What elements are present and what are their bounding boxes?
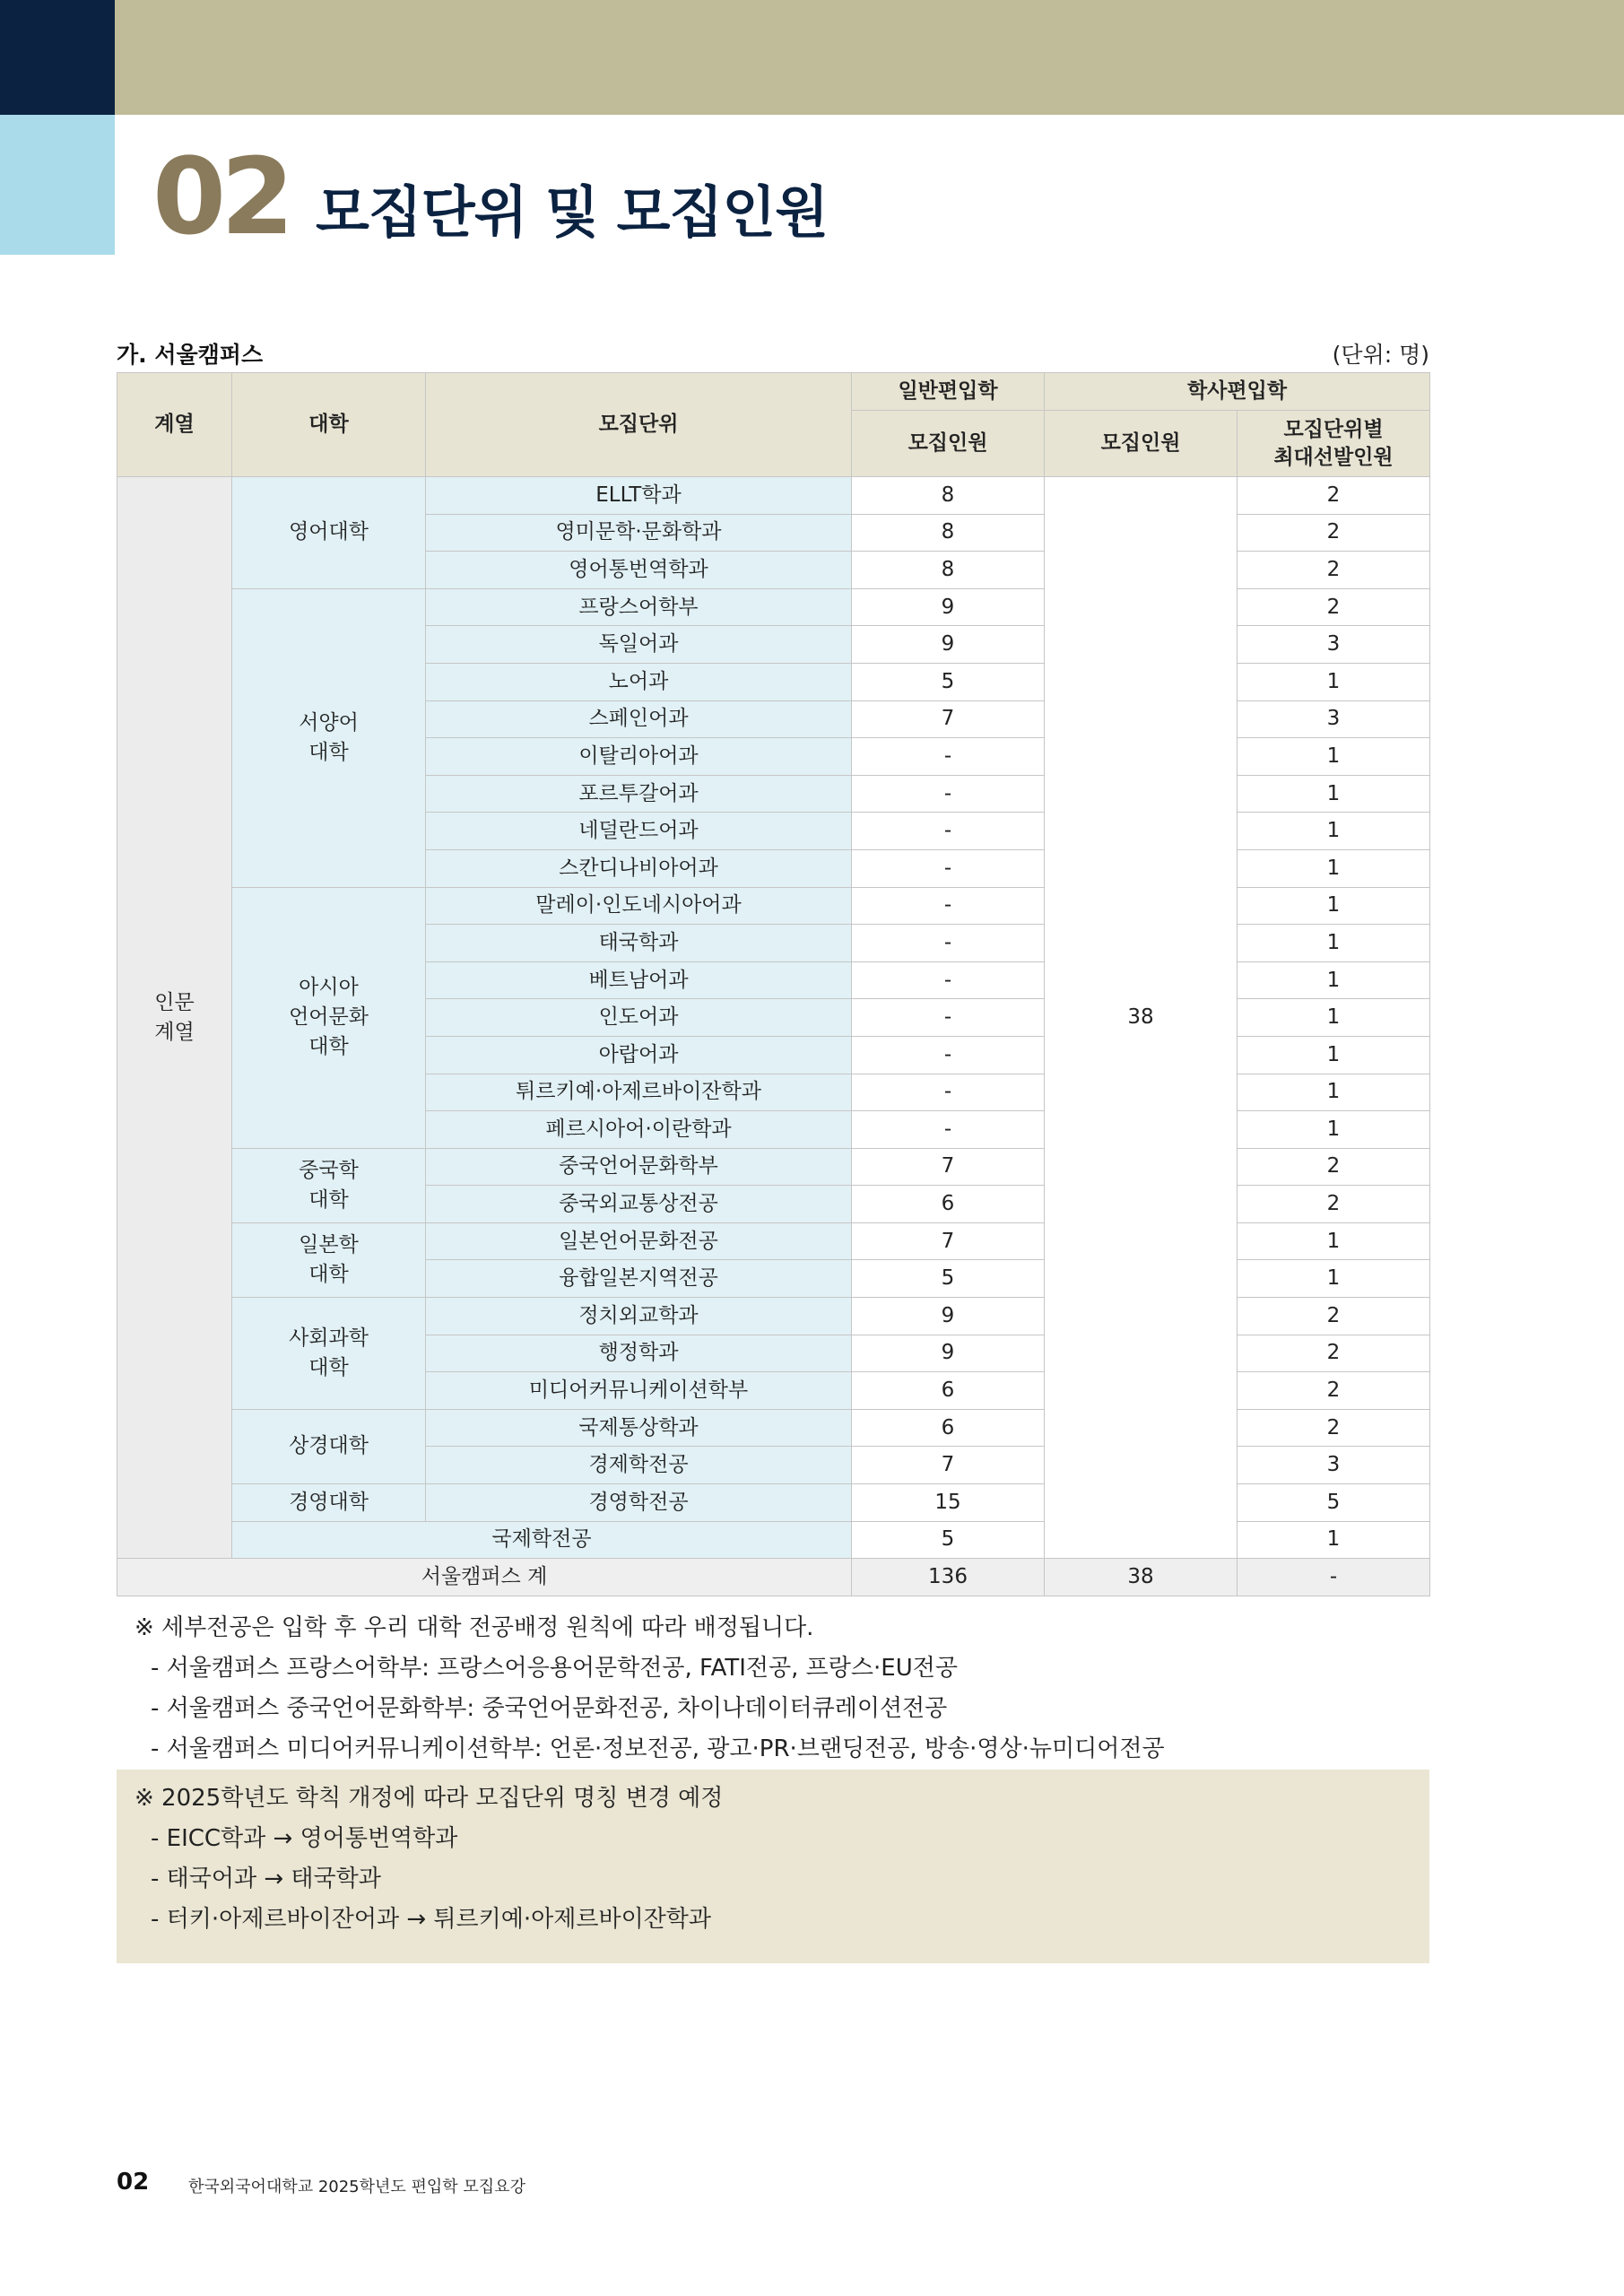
unit-cell: 영어통번역학과 [426, 552, 852, 589]
unit-cell: 중국외교통상전공 [426, 1186, 852, 1223]
quota-table [117, 372, 1430, 1596]
change-line: - 태국어과 → 태국학과 [151, 1866, 381, 1892]
unit-cell: 영미문학·문화학과 [426, 514, 852, 552]
top-banner [0, 0, 1624, 115]
unit-cell: 국제통상학과 [426, 1409, 852, 1447]
total-bachelor: 38 [1045, 1559, 1238, 1596]
total-max: - [1238, 1559, 1430, 1596]
max-select-cell: 2 [1238, 1186, 1430, 1223]
general-quota-cell: 7 [852, 700, 1045, 738]
max-select-cell: 1 [1238, 813, 1430, 850]
note-line: ※ 세부전공은 입학 후 우리 대학 전공배정 원칙에 따라 배정됩니다. [135, 1614, 814, 1641]
bachelor-quota-cell: 38 [1045, 477, 1238, 1559]
college-cell [232, 1484, 426, 1522]
general-quota-cell: - [852, 1074, 1045, 1111]
college-label: 언어문화 [289, 1005, 369, 1030]
college-cell [232, 477, 426, 589]
header-bachelor-quota: 모집인원 [1045, 411, 1238, 477]
chapter-title: 모집단위 및 모집인원 [316, 179, 829, 245]
max-select-cell: 1 [1238, 1036, 1430, 1074]
unit-cell: 포르투갈어과 [426, 775, 852, 813]
general-quota-cell: - [852, 849, 1045, 887]
general-quota-cell: - [852, 961, 1045, 999]
header-general-quota: 모집인원 [852, 411, 1045, 477]
general-quota-cell: - [852, 1036, 1045, 1074]
max-select-cell: 5 [1238, 1484, 1430, 1522]
general-quota-cell: - [852, 1111, 1045, 1149]
unit-cell: 일본언어문화전공 [426, 1222, 852, 1260]
college-label: 사회과학 [289, 1326, 369, 1350]
unit-cell: 베트남어과 [426, 961, 852, 999]
unit-label: (단위: 명) [1332, 342, 1429, 368]
unit-cell: 경영학전공 [426, 1484, 852, 1522]
corner-block-blue [0, 115, 115, 255]
change-line: - 터키·아제르바이잔어과 → 튀르키예·아제르바이잔학과 [151, 1906, 712, 1933]
max-select-cell: 2 [1238, 1409, 1430, 1447]
max-select-cell: 1 [1238, 925, 1430, 962]
general-quota-cell: - [852, 925, 1045, 962]
note-line: - 서울캠퍼스 프랑스어학부: 프랑스어응용어문학전공, FATI전공, 프랑스·EU전공 [151, 1655, 958, 1682]
field-label: 계열 [154, 1020, 195, 1044]
unit-cell: 튀르키예·아제르바이잔학과 [426, 1074, 852, 1111]
college-cell [232, 1148, 426, 1222]
college-label: 영어대학 [289, 520, 369, 544]
header-max-select-line1: 모집단위별 [1283, 417, 1384, 441]
unit-cell: 국제학전공 [232, 1521, 852, 1559]
max-select-cell: 2 [1238, 588, 1430, 626]
unit-cell: 행정학과 [426, 1335, 852, 1372]
page-number: 02 [117, 2169, 150, 2196]
unit-cell: 중국언어문화학부 [426, 1148, 852, 1186]
max-select-cell: 1 [1238, 1111, 1430, 1149]
unit-cell: ELLT학과 [426, 477, 852, 515]
max-select-cell: 2 [1238, 514, 1430, 552]
change-line: ※ 2025학년도 학칙 개정에 따라 모집단위 명칭 변경 예정 [135, 1785, 724, 1812]
chapter-number: 02 [152, 135, 290, 258]
unit-cell: 인도어과 [426, 999, 852, 1037]
max-select-cell: 2 [1238, 477, 1430, 515]
general-quota-cell: 8 [852, 552, 1045, 589]
section-title: 가. 서울캠퍼스 [117, 342, 264, 368]
general-quota-cell: 5 [852, 1521, 1045, 1559]
general-quota-cell: 7 [852, 1148, 1045, 1186]
max-select-cell: 2 [1238, 1372, 1430, 1410]
general-quota-cell: 9 [852, 588, 1045, 626]
general-quota-cell: 6 [852, 1186, 1045, 1223]
total-row [117, 1559, 1430, 1596]
max-select-cell: 3 [1238, 1447, 1430, 1484]
unit-cell: 이탈리아어과 [426, 738, 852, 776]
max-select-cell: 1 [1238, 999, 1430, 1037]
unit-cell: 페르시아어·이란학과 [426, 1111, 852, 1149]
max-select-cell: 1 [1238, 1521, 1430, 1559]
general-quota-cell: 15 [852, 1484, 1045, 1522]
college-label: 대학 [308, 1035, 349, 1059]
unit-cell: 융합일본지역전공 [426, 1260, 852, 1298]
general-quota-cell: - [852, 775, 1045, 813]
unit-cell: 스칸디나비아어과 [426, 849, 852, 887]
college-label: 경영대학 [289, 1490, 369, 1514]
college-label: 대학 [308, 1187, 349, 1212]
college-label: 상경대학 [289, 1434, 369, 1458]
college-label: 대학 [308, 1262, 349, 1286]
note-line: - 서울캠퍼스 미디어커뮤니케이션학부: 언론·정보전공, 광고·PR·브랜딩전공, 방송·영상·뉴미디어전공 [151, 1735, 1165, 1762]
unit-cell: 경제학전공 [426, 1447, 852, 1484]
general-quota-cell: 7 [852, 1447, 1045, 1484]
general-quota-cell: 8 [852, 477, 1045, 515]
general-quota-cell: - [852, 813, 1045, 850]
max-select-cell: 1 [1238, 738, 1430, 776]
notes [135, 1608, 1165, 1770]
unit-cell: 정치외교학과 [426, 1298, 852, 1335]
header-unit: 모집단위 [426, 373, 852, 477]
college-label: 중국학 [299, 1158, 359, 1182]
general-quota-cell: 9 [852, 626, 1045, 664]
general-quota-cell: 9 [852, 1335, 1045, 1372]
unit-cell: 스페인어과 [426, 700, 852, 738]
college-cell [232, 1409, 426, 1483]
name-change-box [117, 1770, 1429, 1963]
unit-cell: 미디어커뮤니케이션학부 [426, 1372, 852, 1410]
college-cell [232, 1222, 426, 1297]
college-label: 대학 [308, 740, 349, 764]
header-college: 대학 [232, 373, 426, 477]
max-select-cell: 3 [1238, 700, 1430, 738]
general-quota-cell: 6 [852, 1409, 1045, 1447]
field-cell [117, 477, 232, 1559]
college-label: 대학 [308, 1355, 349, 1379]
unit-cell: 태국학과 [426, 925, 852, 962]
unit-cell: 독일어과 [426, 626, 852, 664]
table-body [117, 477, 1430, 1596]
unit-cell: 네덜란드어과 [426, 813, 852, 850]
unit-cell: 아랍어과 [426, 1036, 852, 1074]
header-general: 일반편입학 [852, 373, 1045, 411]
max-select-cell: 2 [1238, 1148, 1430, 1186]
general-quota-cell: - [852, 738, 1045, 776]
header-max-select-line2: 최대선발인원 [1273, 445, 1394, 469]
general-quota-cell: - [852, 999, 1045, 1037]
unit-cell: 프랑스어학부 [426, 588, 852, 626]
note-line: - 서울캠퍼스 중국언어문화학부: 중국언어문화전공, 차이나데이터큐레이션전공 [151, 1695, 948, 1722]
table-row [117, 477, 1430, 515]
college-label: 일본학 [299, 1232, 359, 1257]
header-max-select [1238, 411, 1430, 477]
max-select-cell: 1 [1238, 1260, 1430, 1298]
max-select-cell: 1 [1238, 961, 1430, 999]
max-select-cell: 1 [1238, 887, 1430, 925]
field-label: 인문 [154, 990, 195, 1014]
college-cell [232, 887, 426, 1148]
college-cell [232, 588, 426, 887]
header-bachelor: 학사편입학 [1045, 373, 1430, 411]
footer-text: 한국외국어대학교 2025학년도 편입학 모집요강 [188, 2178, 525, 2196]
max-select-cell: 2 [1238, 1298, 1430, 1335]
unit-cell: 노어과 [426, 663, 852, 700]
college-label: 서양어 [299, 710, 359, 735]
college-label: 아시아 [299, 976, 359, 1000]
max-select-cell: 1 [1238, 1222, 1430, 1260]
corner-block-navy [0, 0, 115, 115]
max-select-cell: 1 [1238, 849, 1430, 887]
max-select-cell: 2 [1238, 552, 1430, 589]
general-quota-cell: 9 [852, 1298, 1045, 1335]
general-quota-cell: - [852, 887, 1045, 925]
total-general: 136 [852, 1559, 1045, 1596]
max-select-cell: 1 [1238, 1074, 1430, 1111]
change-line: - EICC학과 → 영어통번역학과 [151, 1825, 458, 1852]
total-label: 서울캠퍼스 계 [117, 1559, 852, 1596]
max-select-cell: 2 [1238, 1335, 1430, 1372]
general-quota-cell: 8 [852, 514, 1045, 552]
unit-cell: 말레이·인도네시아어과 [426, 887, 852, 925]
general-quota-cell: 5 [852, 663, 1045, 700]
general-quota-cell: 7 [852, 1222, 1045, 1260]
header-field: 계열 [117, 373, 232, 477]
max-select-cell: 1 [1238, 663, 1430, 700]
general-quota-cell: 6 [852, 1372, 1045, 1410]
max-select-cell: 3 [1238, 626, 1430, 664]
general-quota-cell: 5 [852, 1260, 1045, 1298]
max-select-cell: 1 [1238, 775, 1430, 813]
college-cell [232, 1298, 426, 1410]
